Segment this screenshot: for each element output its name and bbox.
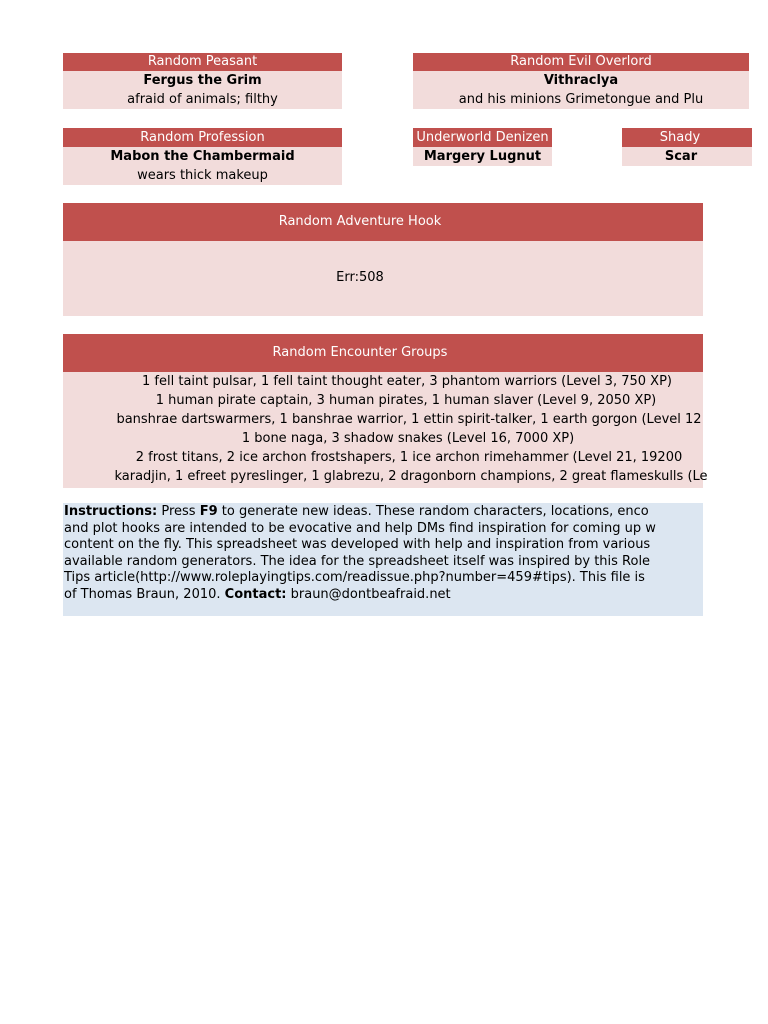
random-profession-body xyxy=(63,147,342,185)
shady-name xyxy=(622,147,752,166)
underworld-denizen-block xyxy=(413,128,552,166)
encounter-groups-block xyxy=(63,334,708,488)
random-profession-header: Random Profession xyxy=(63,128,342,147)
encounter-text: karadjin, 1 efreet pyreslinger, 1 glabrezu, 2 dragonborn champions, 2 great flameskulls (Le xyxy=(114,469,708,484)
adventure-hook-value-label: Err:508 xyxy=(336,270,384,285)
encounter-row xyxy=(63,410,703,429)
adventure-hook-header xyxy=(63,203,703,241)
encounter-text: banshrae dartswarmers, 1 banshrae warrior, 1 ettin spirit-talker, 1 earth gorgon (Level 12 xyxy=(116,412,702,427)
shady-header-label: Shady xyxy=(659,130,701,145)
instructions-press: Press xyxy=(157,504,200,519)
shady-header xyxy=(622,128,752,147)
encounter-row xyxy=(63,391,703,410)
underworld-denizen-name: Margery Lugnut xyxy=(423,149,542,164)
shady-body xyxy=(622,147,752,166)
encounter-text: 1 bone naga, 3 shadow snakes (Level 16, 7000 XP) xyxy=(241,431,575,446)
random-overlord-block xyxy=(413,53,749,109)
instructions-line xyxy=(64,504,703,521)
adventure-hook-header-label: Random Adventure Hook xyxy=(278,214,442,229)
contact-label: Contact: xyxy=(224,586,287,602)
encounter-text: 1 human pirate captain, 3 human pirates, 1 human slaver (Level 9, 2050 XP) xyxy=(155,393,657,408)
adventure-hook-block xyxy=(63,203,703,316)
random-overlord-body xyxy=(413,71,749,109)
shady-block xyxy=(622,128,752,166)
instructions-line: and plot hooks are intended to be evocative and help DMs find inspiration for coming up w xyxy=(64,520,656,536)
instructions-line: content on the fly. This spreadsheet was developed with help and inspiration from various xyxy=(64,537,651,552)
adventure-hook-value xyxy=(63,241,703,316)
peasant-trait: afraid of animals; filthy xyxy=(127,92,278,107)
random-profession-block xyxy=(63,128,342,185)
instructions-block xyxy=(63,503,703,616)
underworld-denizen-body xyxy=(413,147,552,166)
instructions-text: to generate new ideas. These random characters, locations, enco xyxy=(217,504,649,519)
encounter-row xyxy=(63,467,708,486)
shady-name-label: Scar xyxy=(664,149,698,164)
encounter-groups-list xyxy=(63,372,708,488)
overlord-name: Vithraclya xyxy=(543,73,619,88)
random-overlord-header: Random Evil Overlord xyxy=(413,53,749,71)
instructions-line xyxy=(64,587,703,604)
encounter-row xyxy=(63,372,703,391)
profession-name: Mabon the Chambermaid xyxy=(110,149,295,164)
encounter-groups-header xyxy=(63,334,703,372)
overlord-minions: and his minions Grimetongue and Plu xyxy=(458,92,704,107)
instructions-line: available random generators. The idea for the spreadsheet itself was inspired by this Role xyxy=(64,553,651,569)
instructions-line: Tips article(http://www.roleplayingtips.com/readissue.php?number=459#tips). This file is xyxy=(64,570,645,585)
underworld-denizen-header: Underworld Denizen xyxy=(413,128,552,147)
encounter-text: 2 frost titans, 2 ice archon frostshapers, 1 ice archon rimehammer (Level 21, 19200 xyxy=(135,450,683,465)
random-peasant-header: Random Peasant xyxy=(63,53,342,71)
contact-email: braun@dontbeafraid.net xyxy=(286,586,451,602)
random-peasant-block xyxy=(63,53,342,109)
encounter-row xyxy=(63,448,703,467)
instructions-label: Instructions: xyxy=(64,504,158,519)
profession-trait: wears thick makeup xyxy=(137,168,268,183)
encounter-row xyxy=(63,429,703,448)
instructions-key: F9 xyxy=(199,504,218,519)
peasant-name: Fergus the Grim xyxy=(143,73,262,88)
random-peasant-body xyxy=(63,71,342,109)
instructions-text: of Thomas Braun, 2010. xyxy=(64,586,225,602)
encounter-text: 1 fell taint pulsar, 1 fell taint thought eater, 3 phantom warriors (Level 3, 750 XP) xyxy=(142,374,672,389)
encounter-groups-header-label: Random Encounter Groups xyxy=(272,345,448,360)
